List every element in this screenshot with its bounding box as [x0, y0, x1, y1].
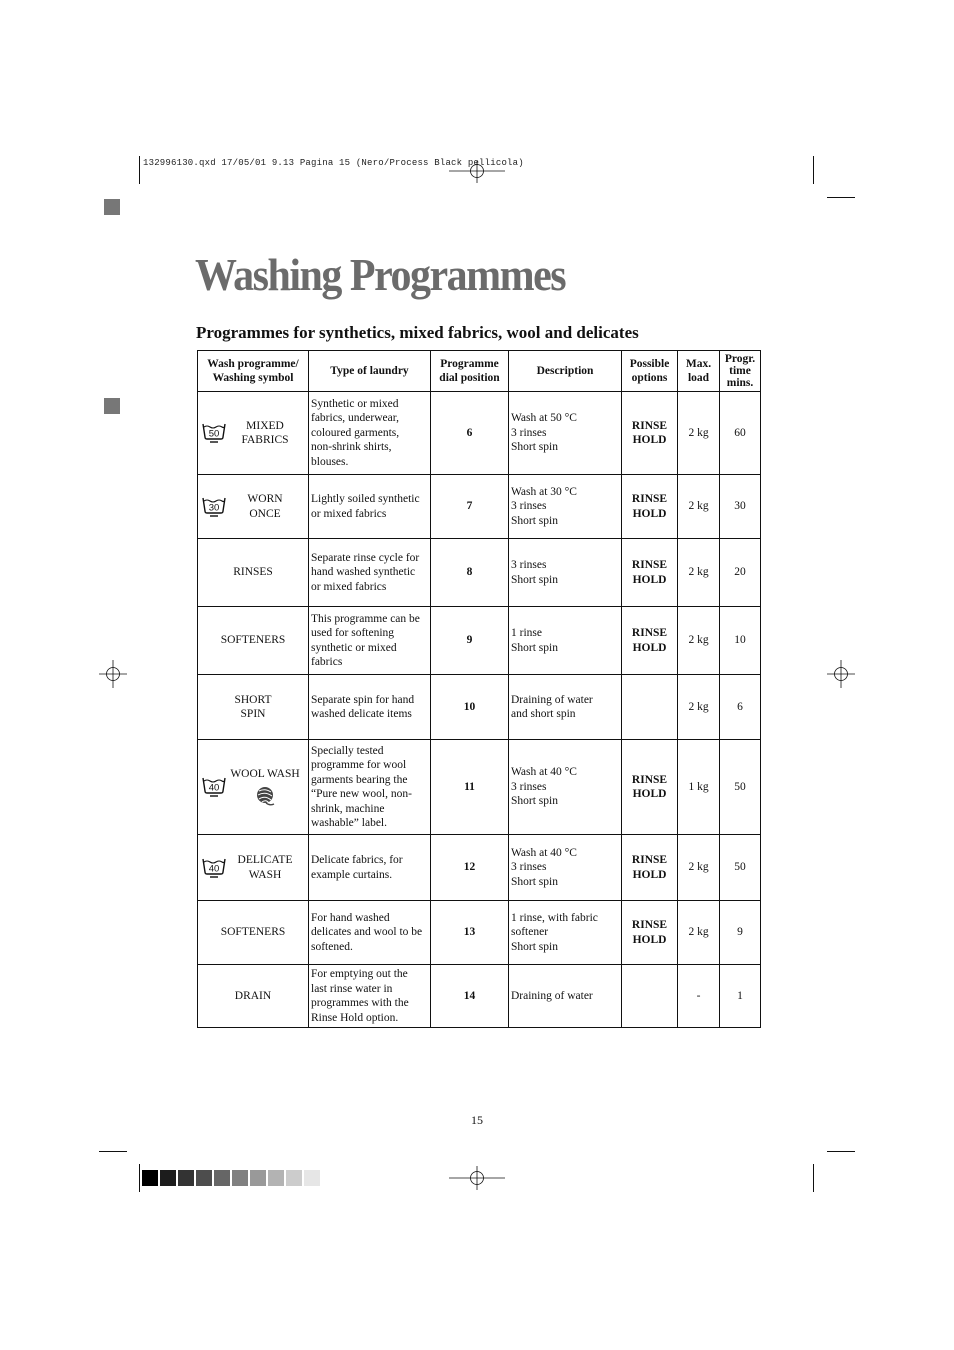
options-cell [622, 607, 678, 675]
laundry-type-line: or mixed fabrics [311, 580, 387, 593]
colour-swatch [232, 1170, 248, 1186]
laundry-type-line: example curtains. [311, 868, 393, 881]
header-dial: Programme dial position [431, 351, 509, 392]
marker-square [104, 199, 120, 215]
colour-swatch [178, 1170, 194, 1186]
programme-time-cell: 9 [720, 901, 761, 965]
crop-mark [99, 1151, 127, 1152]
dial-position-cell: 14 [431, 965, 509, 1028]
option-line: RINSE [631, 559, 668, 571]
crop-mark [139, 1164, 140, 1192]
wash-tub-temperature-icon [202, 496, 226, 518]
description-cell [509, 675, 622, 740]
laundry-type-line: Specially tested [311, 744, 384, 757]
description-line: Wash at 40 °C [511, 846, 577, 859]
laundry-type-line: fabrics, underwear, [311, 412, 399, 425]
max-load-cell: - [678, 965, 720, 1028]
laundry-type-line: synthetic or mixed [311, 641, 397, 654]
description-line: Short spin [511, 795, 558, 808]
programme-time-cell: 1 [720, 965, 761, 1028]
dial-position-cell: 10 [431, 675, 509, 740]
registration-mark-icon [99, 660, 127, 688]
laundry-type-line: This programme can be [311, 612, 420, 625]
option-line: RINSE [631, 919, 668, 931]
programme-name: RINSES [233, 566, 273, 579]
option-line: HOLD [632, 573, 667, 586]
programme-time-cell: 60 [720, 392, 761, 475]
programme-name-cell [198, 392, 309, 475]
laundry-type-line: programme for wool [311, 759, 407, 771]
table-row [198, 901, 761, 965]
description-line: 3 rinses [511, 861, 547, 874]
laundry-type-cell [309, 835, 431, 901]
programme-time-cell: 20 [720, 539, 761, 607]
laundry-type-cell [309, 475, 431, 539]
description-line: softener [511, 926, 549, 939]
programme-name-cell [198, 901, 309, 965]
description-cell [509, 835, 622, 901]
max-load-cell: 2 kg [678, 539, 720, 607]
option-line: HOLD [632, 868, 667, 881]
max-load-cell: 2 kg [678, 835, 720, 901]
table-row [198, 475, 761, 539]
option-line: RINSE [631, 493, 668, 505]
programme-time-cell: 50 [720, 835, 761, 901]
laundry-type-cell [309, 901, 431, 965]
laundry-type-line: garments bearing the [311, 773, 408, 786]
laundry-type-line: Separate spin for hand [311, 693, 415, 706]
colour-swatch [250, 1170, 266, 1186]
laundry-type-line: softened. [311, 940, 353, 953]
crop-mark [139, 156, 140, 184]
section-subtitle: Programmes for synthetics, mixed fabrics, wool and delicates [196, 323, 639, 342]
description-line: Wash at 30 °C [511, 485, 577, 498]
option-line: RINSE [631, 419, 668, 432]
programme-name-cell [198, 740, 309, 835]
description-line: Short spin [511, 641, 558, 654]
programme-name: SPIN [240, 708, 266, 720]
description-line: Draining of water [511, 693, 593, 706]
laundry-type-cell [309, 675, 431, 740]
header-time: Progr. time mins. [720, 351, 761, 392]
programme-name-cell [198, 607, 309, 675]
description-cell [509, 740, 622, 835]
options-cell [622, 835, 678, 901]
option-line: HOLD [632, 788, 667, 800]
dial-position-cell: 6 [431, 392, 509, 475]
laundry-type-line: For emptying out the [311, 968, 408, 980]
max-load-cell: 2 kg [678, 901, 720, 965]
programme-name-cell [198, 539, 309, 607]
laundry-type-line: Delicate fabrics, for [311, 854, 403, 866]
description-cell [509, 392, 622, 475]
options-cell [622, 675, 678, 740]
description-cell [509, 607, 622, 675]
laundry-type-line: coloured garments, [311, 426, 400, 439]
header-description: Description [509, 351, 622, 392]
table-header-row [198, 351, 761, 392]
dial-position-cell: 11 [431, 740, 509, 835]
svg-text:50: 50 [208, 428, 220, 440]
description-line: Wash at 50 °C [511, 412, 577, 425]
table-row [198, 539, 761, 607]
laundry-type-line: used for softening [311, 627, 395, 639]
description-line: 3 rinses [511, 426, 547, 439]
options-cell [622, 539, 678, 607]
laundry-type-line: blouses. [311, 455, 349, 468]
programme-name-cell [198, 675, 309, 740]
laundry-type-cell [309, 539, 431, 607]
table-row [198, 740, 761, 835]
header-load: Max. load [678, 351, 720, 392]
max-load-cell: 2 kg [678, 675, 720, 740]
programme-time-cell: 6 [720, 675, 761, 740]
wash-tub-temperature-icon [202, 857, 226, 879]
programme-name-cell [198, 835, 309, 901]
option-line: RINSE [631, 773, 668, 786]
programme-name: MIXED [246, 419, 284, 432]
programme-name: DRAIN [234, 989, 272, 1002]
max-load-cell: 2 kg [678, 475, 720, 539]
dial-position-cell: 7 [431, 475, 509, 539]
table-row [198, 675, 761, 740]
colour-swatch [142, 1170, 158, 1186]
laundry-type-line: or mixed fabrics [311, 507, 387, 520]
option-line: HOLD [632, 641, 667, 654]
laundry-type-line: programmes with the [311, 997, 409, 1009]
option-line: RINSE [631, 854, 668, 866]
marker-square [104, 398, 120, 414]
crop-mark [813, 156, 814, 184]
svg-text:30: 30 [208, 502, 220, 514]
description-line: Short spin [511, 875, 558, 888]
option-line: HOLD [632, 507, 667, 520]
laundry-type-line: fabrics [311, 656, 343, 668]
laundry-type-line: hand washed synthetic [311, 566, 416, 579]
laundry-type-line: non-shrink shirts, [311, 441, 392, 454]
laundry-type-line: washed delicate items [311, 708, 412, 720]
laundry-type-line: Separate rinse cycle for [311, 551, 420, 564]
description-line: 1 rinse, with fabric [511, 911, 598, 924]
programme-name: ONCE [249, 507, 281, 520]
table-row [198, 965, 761, 1028]
registration-mark-icon [827, 660, 855, 688]
colour-swatch [160, 1170, 176, 1186]
programme-name: SHORT [234, 693, 272, 706]
programme-name: WORN [247, 493, 283, 505]
registration-mark-icon [449, 157, 505, 185]
laundry-type-cell [309, 607, 431, 675]
svg-text:40: 40 [208, 782, 220, 794]
header-type: Type of laundry [309, 351, 431, 392]
table-row [198, 392, 761, 475]
description-cell [509, 965, 622, 1028]
description-line: and short spin [511, 708, 576, 720]
description-line: Short spin [511, 514, 558, 527]
description-line: 3 rinses [511, 559, 547, 571]
crop-mark [827, 1151, 855, 1152]
programme-name: DELICATE [237, 854, 293, 866]
options-cell [622, 475, 678, 539]
laundry-type-line: “Pure new wool, non- [311, 788, 412, 800]
option-line: HOLD [632, 933, 667, 946]
dial-position-cell: 12 [431, 835, 509, 901]
laundry-type-line: washable” label. [311, 817, 387, 829]
options-cell [622, 392, 678, 475]
page-title: Washing Programmes [195, 251, 566, 301]
crop-mark [827, 197, 855, 198]
option-line: RINSE [631, 627, 668, 639]
laundry-type-line: delicates and wool to be [311, 926, 423, 939]
description-cell [509, 901, 622, 965]
programme-name: SOFTENERS [220, 926, 286, 939]
page-number: 15 [471, 1113, 483, 1127]
laundry-type-line: For hand washed [311, 911, 390, 924]
description-cell [509, 475, 622, 539]
dial-position-cell: 8 [431, 539, 509, 607]
max-load-cell: 2 kg [678, 392, 720, 475]
laundry-type-line: shrink, machine [311, 802, 385, 815]
option-line: HOLD [632, 434, 667, 446]
colour-swatch [268, 1170, 284, 1186]
table-row [198, 835, 761, 901]
laundry-type-line: Synthetic or mixed [311, 397, 399, 410]
programme-name-cell [198, 965, 309, 1028]
programme-time-cell: 10 [720, 607, 761, 675]
laundry-type-line: Lightly soiled synthetic [311, 493, 420, 505]
description-line: 3 rinses [511, 500, 547, 513]
programme-time-cell: 50 [720, 740, 761, 835]
programme-name: SOFTENERS [220, 634, 286, 647]
options-cell [622, 965, 678, 1028]
description-line: Wash at 40 °C [511, 766, 577, 779]
programme-name: FABRICS [241, 434, 289, 446]
description-line: Short spin [511, 441, 558, 454]
programme-name: WOOL WASH [230, 768, 300, 781]
table-row [198, 607, 761, 675]
laundry-type-cell [309, 740, 431, 835]
wash-tub-temperature-icon [202, 422, 226, 444]
dial-position-cell: 13 [431, 901, 509, 965]
description-line: Short spin [511, 573, 558, 586]
laundry-type-line: last rinse water in [311, 982, 393, 995]
programmes-table [197, 350, 761, 1028]
colour-swatch [196, 1170, 212, 1186]
crop-mark [813, 1164, 814, 1192]
registration-mark-icon [449, 1164, 505, 1192]
print-slug: 132996130.qxd 17/05/01 9.13 Pagina 15 (Nero/Process Black pellicola) [143, 158, 524, 168]
programme-name: WASH [248, 868, 282, 881]
dial-position-cell: 9 [431, 607, 509, 675]
colour-swatch [214, 1170, 230, 1186]
options-cell [622, 740, 678, 835]
description-line: Draining of water [511, 989, 593, 1002]
header-programme: Wash programme/ Washing symbol [198, 351, 309, 392]
max-load-cell: 2 kg [678, 607, 720, 675]
svg-text:40: 40 [208, 863, 220, 875]
wool-ball-icon [254, 785, 276, 807]
programme-name-cell [198, 475, 309, 539]
options-cell [622, 901, 678, 965]
colour-swatch [286, 1170, 302, 1186]
description-line: Short spin [511, 940, 558, 953]
colour-swatch [304, 1170, 320, 1186]
laundry-type-line: Rinse Hold option. [311, 1011, 399, 1024]
laundry-type-cell [309, 965, 431, 1028]
max-load-cell: 1 kg [678, 740, 720, 835]
laundry-type-cell [309, 392, 431, 475]
header-options: Possible options [622, 351, 678, 392]
description-cell [509, 539, 622, 607]
description-line: 3 rinses [511, 780, 547, 793]
wash-tub-temperature-icon [202, 776, 226, 798]
programme-time-cell: 30 [720, 475, 761, 539]
description-line: 1 rinse [511, 627, 542, 639]
